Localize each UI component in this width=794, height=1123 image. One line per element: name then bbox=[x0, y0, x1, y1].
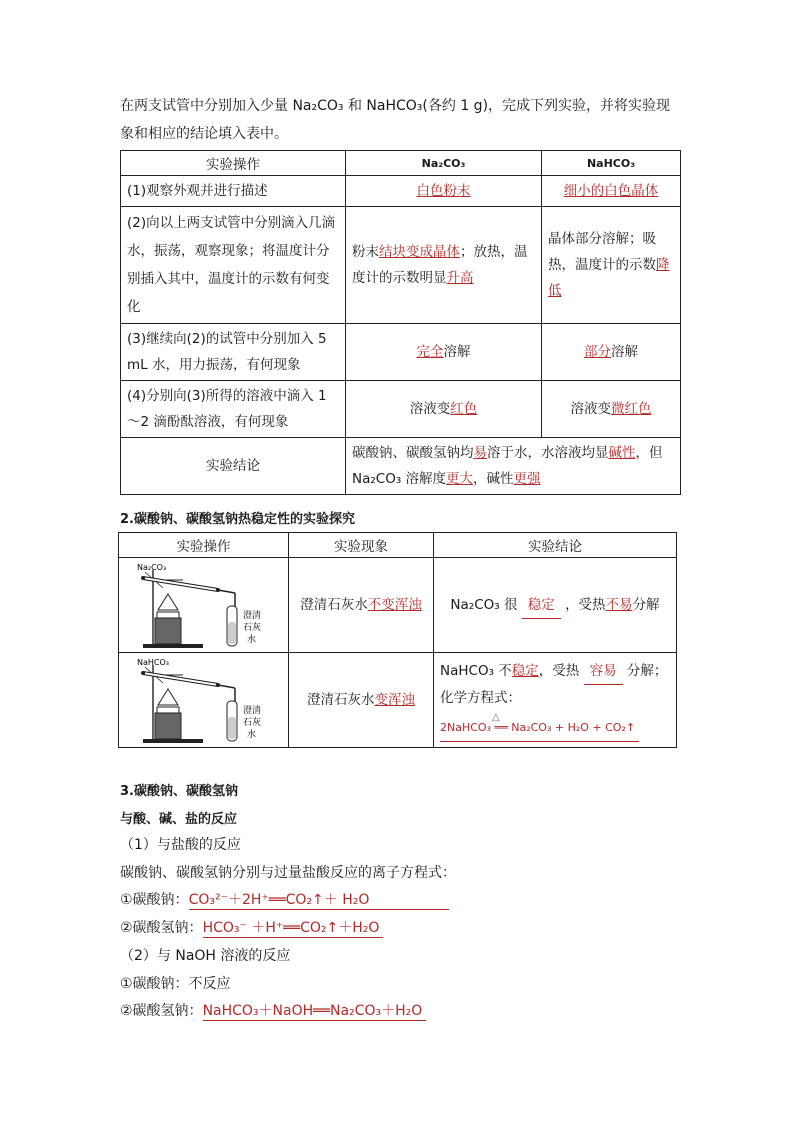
text: ；放热，温度计的示数明显 bbox=[352, 244, 528, 286]
equation-line-4 bbox=[120, 1000, 426, 1021]
text: 粉末 bbox=[352, 244, 379, 260]
equation-label: 化学方程式： bbox=[440, 690, 521, 706]
intro-paragraph: 在两支试管中分别加入少量 Na₂CO₃ 和 NaHCO₃(各约 1 g)，完成下列实验，并将实验现象和相应的结论填入表中。 bbox=[120, 98, 671, 142]
alcohol-lamp bbox=[155, 713, 181, 739]
delivery-tube bbox=[218, 590, 235, 593]
experiment-table-2 bbox=[118, 532, 677, 748]
experiment-table-1 bbox=[120, 150, 681, 495]
section-2-title: 2.碳酸钠、碳酸氢钠热稳定性的实验探究 bbox=[120, 512, 355, 527]
answer: 稳定 bbox=[522, 592, 561, 619]
table-row bbox=[121, 438, 681, 495]
answer: 升高 bbox=[446, 270, 474, 286]
side-label: 石灰 bbox=[243, 623, 262, 633]
answer: 碱性 bbox=[608, 445, 636, 461]
text: ，受热 bbox=[538, 663, 580, 679]
conclusion-cell bbox=[434, 558, 677, 653]
equation-answer: CO₃²⁻＋2H⁺══CO₂↑＋ H₂O bbox=[189, 889, 449, 910]
equation bbox=[440, 711, 670, 742]
equation-answer: HCO₃⁻ ＋H⁺══CO₂↑＋H₂O bbox=[203, 917, 384, 938]
section-3-title: 3.碳酸钠、碳酸氢钠 bbox=[120, 784, 238, 799]
conclusion-cell bbox=[346, 438, 681, 495]
answer: 完全 bbox=[416, 344, 444, 360]
label: ①碳酸钠： bbox=[120, 892, 189, 908]
header-nahco3: NaHCO₃ bbox=[542, 151, 681, 176]
side-label: 澄清 bbox=[243, 706, 262, 716]
apparatus-cell bbox=[119, 653, 289, 748]
stand-base bbox=[143, 644, 203, 648]
phenomenon-cell bbox=[289, 558, 434, 653]
text: 溶于水，水溶液均显 bbox=[487, 445, 609, 461]
condition-mark: △ bbox=[492, 712, 500, 723]
text: 溶液变 bbox=[570, 401, 611, 417]
reagent-label: Na₂CO₃ bbox=[137, 563, 167, 572]
answer: 红色 bbox=[450, 401, 478, 417]
answer: 结块变成晶体 bbox=[379, 244, 460, 260]
heating-apparatus-diagram bbox=[123, 655, 283, 745]
na2co3-cell bbox=[346, 207, 542, 324]
subsection-1: （1）与盐酸的反应 bbox=[120, 837, 241, 853]
flame bbox=[158, 594, 178, 610]
text: 溶液变 bbox=[409, 401, 451, 417]
text: 分解； bbox=[626, 663, 668, 679]
text: 碳酸钠、碳酸氢钠均 bbox=[352, 445, 474, 461]
text: ，碱性 bbox=[473, 471, 514, 487]
subsection-2: （2）与 NaOH 溶液的反应 bbox=[120, 948, 291, 964]
side-label: 石灰 bbox=[243, 718, 262, 728]
text: ，但 Na₂CO₃ 溶解度 bbox=[352, 445, 663, 487]
text: NaHCO₃ 不 bbox=[440, 663, 512, 679]
answer: 稳定 bbox=[511, 663, 539, 679]
lamp-cap bbox=[157, 612, 179, 618]
text: 溶解 bbox=[443, 344, 471, 360]
limewater bbox=[228, 717, 236, 739]
answer: 不易 bbox=[605, 596, 633, 613]
op-cell: (2)向以上两支试管中分别滴入几滴水，振荡，观察现象；将温度计分别插入其中，温度计的示数有何变化 bbox=[121, 207, 346, 324]
answer: 更强 bbox=[513, 471, 541, 487]
side-label: 水 bbox=[247, 730, 257, 740]
answer: 更大 bbox=[446, 471, 474, 487]
table-row bbox=[121, 381, 681, 438]
side-label: 澄清 bbox=[243, 611, 262, 621]
answer: 细小的白色晶体 bbox=[563, 183, 659, 199]
header-phenomenon: 实验现象 bbox=[289, 533, 434, 558]
line-3: ①碳酸钠：不反应 bbox=[120, 976, 231, 992]
nahco3-cell bbox=[542, 381, 681, 438]
nahco3-cell bbox=[542, 207, 681, 324]
phenomenon-cell bbox=[289, 653, 434, 748]
equation-answer: 2NaHCO₃ ══ Na₂CO₃ + H₂O + CO₂↑ bbox=[440, 715, 639, 742]
heating-apparatus-diagram bbox=[123, 560, 283, 650]
subsection-1-desc: 碳酸钠、碳酸氢钠分别与过量盐酸反应的离子方程式： bbox=[120, 865, 456, 881]
apparatus-cell bbox=[119, 558, 289, 653]
answer: 不变浑浊 bbox=[367, 597, 422, 613]
conclusion-label: 实验结论 bbox=[121, 438, 346, 495]
alcohol-lamp bbox=[155, 618, 181, 644]
answer: 降低 bbox=[548, 257, 670, 299]
nahco3-cell bbox=[542, 176, 681, 207]
conclusion-line bbox=[440, 658, 670, 685]
lamp-cap bbox=[157, 707, 179, 713]
answer: 白色粉末 bbox=[416, 183, 471, 199]
text: 澄清石灰水 bbox=[307, 692, 375, 708]
table-row bbox=[121, 324, 681, 381]
table-header-row bbox=[121, 151, 681, 176]
text: ，受热 bbox=[565, 596, 606, 613]
header-conclusion: 实验结论 bbox=[434, 533, 677, 558]
equation-answer: NaHCO₃＋NaOH══Na₂CO₃＋H₂O bbox=[203, 1000, 427, 1021]
delivery-tube bbox=[218, 685, 235, 688]
table-row bbox=[119, 653, 677, 748]
na2co3-cell bbox=[346, 381, 542, 438]
equation-line-2 bbox=[120, 917, 383, 938]
label: ②碳酸氢钠： bbox=[120, 1003, 203, 1019]
header-na2co3: Na₂CO₃ bbox=[346, 151, 542, 176]
side-label: 水 bbox=[247, 635, 257, 645]
section-3-subtitle: 与酸、碱、盐的反应 bbox=[120, 812, 238, 827]
table-row bbox=[121, 207, 681, 324]
na2co3-cell bbox=[346, 324, 542, 381]
answer: 微红色 bbox=[611, 401, 652, 417]
op-cell: (1)观察外观并进行描述 bbox=[121, 176, 346, 207]
answer: 部分 bbox=[584, 344, 611, 360]
label: ②碳酸氢钠： bbox=[120, 920, 203, 936]
header-operation: 实验操作 bbox=[119, 533, 289, 558]
limewater bbox=[228, 622, 236, 644]
table-header-row bbox=[119, 533, 677, 558]
answer: 变浑浊 bbox=[374, 692, 415, 708]
flame bbox=[158, 689, 178, 705]
na2co3-cell bbox=[346, 176, 542, 207]
text: Na₂CO₃ 很 bbox=[450, 596, 518, 613]
op-cell: (3)继续向(2)的试管中分别加入 5 mL 水，用力振荡，有何现象 bbox=[121, 324, 346, 381]
stand-base bbox=[143, 739, 203, 743]
text: 晶体部分溶解；吸热，温度计的示数 bbox=[548, 231, 656, 273]
nahco3-cell bbox=[542, 324, 681, 381]
equation-line-1 bbox=[120, 889, 449, 910]
answer: 容易 bbox=[584, 658, 623, 685]
reagent-label: NaHCO₃ bbox=[137, 658, 169, 667]
op-cell: (4)分别向(3)所得的溶液中滴入 1～2 滴酚酞溶液，有何现象 bbox=[121, 381, 346, 438]
conclusion-cell bbox=[434, 653, 677, 748]
text: 溶解 bbox=[611, 344, 638, 360]
table-row bbox=[119, 558, 677, 653]
table-row bbox=[121, 176, 681, 207]
text: 澄清石灰水 bbox=[300, 597, 368, 613]
text: 分解 bbox=[632, 596, 660, 613]
answer: 易 bbox=[473, 445, 487, 461]
header-operation: 实验操作 bbox=[121, 151, 346, 176]
